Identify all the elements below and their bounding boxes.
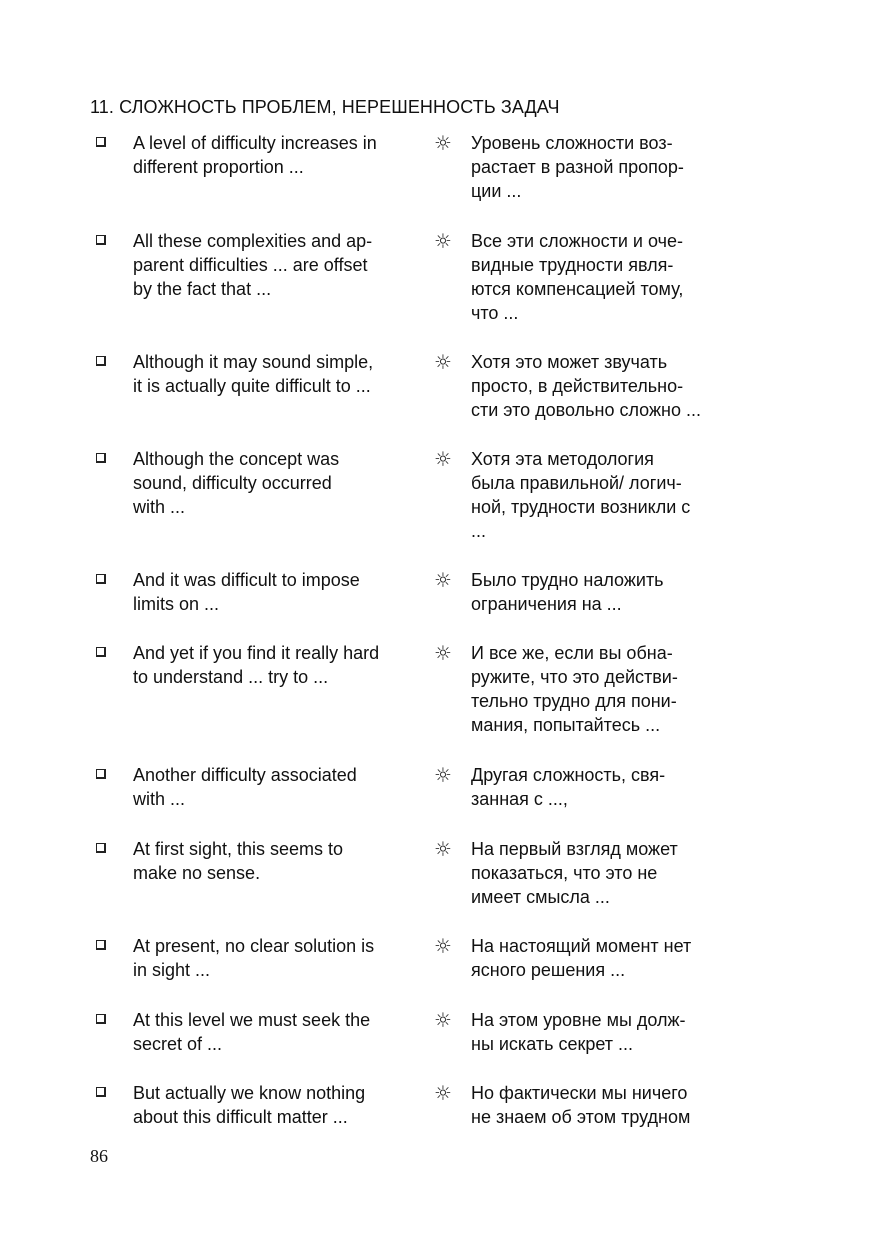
sun-bullet-icon: ☼ bbox=[434, 1008, 452, 1032]
checkbox-bullet-icon bbox=[96, 137, 106, 147]
checkbox-bullet-icon bbox=[96, 940, 106, 950]
english-phrase: All these complexities and ap- parent difficulties ... are offset by the fact that ... bbox=[133, 231, 373, 299]
russian-translation: Хотя это может звучать просто, в действительно- сти это довольно сложно ... bbox=[471, 352, 701, 420]
sun-bullet-icon: ☼ bbox=[434, 447, 452, 471]
section-heading: 11. СЛОЖНОСТЬ ПРОБЛЕМ, НЕРЕШЕННОСТЬ ЗАДАЧ bbox=[90, 97, 560, 117]
sun-bullet-icon: ☼ bbox=[434, 763, 452, 787]
sun-bullet-icon: ☼ bbox=[434, 350, 452, 374]
english-phrase: Although it may sound simple, it is actually quite difficult to ... bbox=[133, 352, 374, 396]
russian-translation: Было трудно наложить ограничения на ... bbox=[471, 570, 664, 614]
russian-translation: Но фактически мы ничего не знаем об этом трудном bbox=[471, 1083, 691, 1127]
english-phrase: A level of difficulty increases in different proportion ... bbox=[133, 133, 377, 177]
checkbox-bullet-icon bbox=[96, 843, 106, 853]
sun-bullet-icon: ☼ bbox=[434, 641, 452, 665]
sun-bullet-icon: ☼ bbox=[434, 229, 452, 253]
english-phrase: Although the concept was sound, difficulty occurred with ... bbox=[133, 449, 340, 517]
russian-translation: На первый взгляд может показаться, что это не имеет смысла ... bbox=[471, 839, 678, 907]
english-phrase: At this level we must seek the secret of ... bbox=[133, 1010, 371, 1054]
english-phrase: But actually we know nothing about this difficult matter ... bbox=[133, 1083, 366, 1127]
russian-translation: Другая сложность, свя- занная с ..., bbox=[471, 765, 666, 809]
english-phrase: And it was difficult to impose limits on ... bbox=[133, 570, 360, 614]
russian-translation: И все же, если вы обна- ружите, что это действи- тельно трудно для пони- мания, попытайтесь ... bbox=[471, 643, 678, 735]
page-number: 86 bbox=[90, 1146, 108, 1166]
russian-translation: Все эти сложности и оче- видные трудности явля- ются компенсацией тому, что ... bbox=[471, 231, 684, 323]
checkbox-bullet-icon bbox=[96, 453, 106, 463]
english-phrase: At present, no clear solution is in sight ... bbox=[133, 936, 375, 980]
sun-bullet-icon: ☼ bbox=[434, 131, 452, 155]
russian-translation: На этом уровне мы долж- ны искать секрет ... bbox=[471, 1010, 686, 1054]
checkbox-bullet-icon bbox=[96, 769, 106, 779]
checkbox-bullet-icon bbox=[96, 1014, 106, 1024]
checkbox-bullet-icon bbox=[96, 574, 106, 584]
russian-translation: На настоящий момент нет ясного решения ... bbox=[471, 936, 692, 980]
checkbox-bullet-icon bbox=[96, 1087, 106, 1097]
sun-bullet-icon: ☼ bbox=[434, 1081, 452, 1105]
sun-bullet-icon: ☼ bbox=[434, 934, 452, 958]
sun-bullet-icon: ☼ bbox=[434, 568, 452, 592]
sun-bullet-icon: ☼ bbox=[434, 837, 452, 861]
checkbox-bullet-icon bbox=[96, 647, 106, 657]
english-phrase: At first sight, this seems to make no sense. bbox=[133, 839, 344, 883]
english-phrase: Another difficulty associated with ... bbox=[133, 765, 357, 809]
checkbox-bullet-icon bbox=[96, 356, 106, 366]
english-phrase: And yet if you find it really hard to understand ... try to ... bbox=[133, 643, 380, 687]
russian-translation: Хотя эта методология была правильной/ логич- ной, трудности возникли с ... bbox=[471, 449, 691, 541]
russian-translation: Уровень сложности воз- растает в разной пропор- ции ... bbox=[471, 133, 684, 201]
checkbox-bullet-icon bbox=[96, 235, 106, 245]
